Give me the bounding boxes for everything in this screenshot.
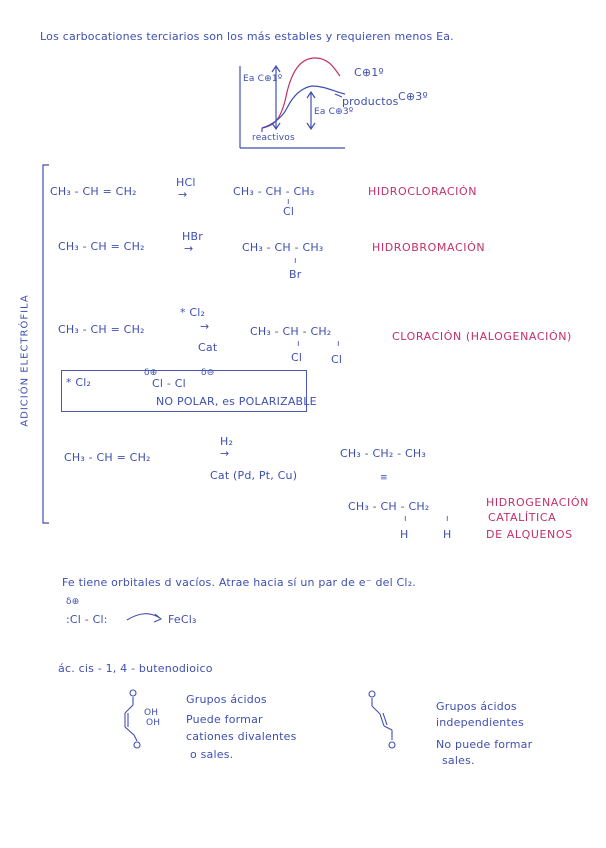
reaction-1-product: CH₃ - CH - CH₃ (233, 185, 315, 198)
fe-scheme-molecule: :Cl - Cl: (66, 613, 108, 626)
reaction-4-substituent-b: H (443, 528, 452, 541)
ea3-label: Ea C⊕3º (314, 107, 354, 117)
reaction-3-bond-a: ı (297, 339, 300, 349)
reaction-4-equiv: ≡ (380, 473, 388, 483)
fe-note: Fe tiene orbitales d vacíos. Atrae hacia sí un par de e⁻ del Cl₂. (62, 576, 416, 589)
fe-scheme-delta: δ⊕ (66, 597, 80, 607)
reaction-2-reagent: HBr (182, 230, 203, 243)
reaction-4-name-line-2: CATALÍTICA (488, 511, 557, 524)
reaction-1-bond: ı (287, 197, 290, 207)
reaction-1-arrow: → (178, 188, 188, 201)
reaction-2-name: HIDROBROMACIÓN (372, 241, 486, 254)
reaction-3-catalyst: Cat (198, 341, 218, 354)
reaction-4-bond-b: ı (446, 514, 449, 524)
reaction-4-substituent-a: H (400, 528, 409, 541)
cis-note-3: cationes divalentes (186, 730, 297, 743)
reaction-4-reactant: CH₃ - CH = CH₂ (64, 451, 151, 464)
c3-label: C⊕3º (398, 90, 428, 103)
reaction-1-substituent: Cl (283, 205, 295, 218)
reaction-1-reactant: CH₃ - CH = CH₂ (50, 185, 137, 198)
reaction-4-product-alt: CH₃ - CH - CH₂ (348, 500, 430, 513)
cis-note-2: Puede formar (186, 713, 263, 726)
reaction-2-bond: ı (294, 256, 297, 266)
side-label: ADICIÓN ELECTRÓFILA (19, 293, 31, 427)
reactivos-label: reactivos (252, 133, 295, 143)
productos-label: productos (342, 95, 399, 108)
cis-note-1: Grupos ácidos (186, 693, 267, 706)
trans-note-3: No puede formar (436, 738, 533, 751)
c1-label: C⊕1º (354, 66, 384, 79)
trans-note-4: sales. (442, 754, 475, 767)
cis-oh-1: OH (144, 708, 159, 718)
acid-title: ác. cis - 1, 4 - butenodioico (58, 662, 213, 675)
reaction-3-bond-b: ı (337, 339, 340, 349)
reaction-3-reagent: * Cl₂ (180, 306, 206, 319)
reaction-1-reagent: HCl (176, 176, 196, 189)
fe-scheme-reagent: FeCl₃ (168, 613, 197, 626)
reaction-4-product: CH₃ - CH₂ - CH₃ (340, 447, 427, 460)
cis-oh-2: OH (146, 718, 161, 728)
reaction-3-reactant: CH₃ - CH = CH₂ (58, 323, 145, 336)
reaction-2-arrow: → (184, 242, 194, 255)
reaction-4-catalyst: Cat (Pd, Pt, Cu) (210, 469, 298, 482)
note-box-delta-minus: δ⊖ (201, 368, 215, 378)
reaction-3-name: CLORACIÓN (HALOGENACIÓN) (392, 330, 572, 343)
reaction-2-product: CH₃ - CH - CH₃ (242, 241, 324, 254)
reaction-1-name: HIDROCLORACIÓN (368, 185, 478, 198)
note-box-delta-plus: δ⊕ (144, 368, 158, 378)
cis-note-4: o sales. (190, 748, 234, 761)
reaction-2-reactant: CH₃ - CH = CH₂ (58, 240, 145, 253)
reaction-4-name-line-1: HIDROGENACIÓN (486, 496, 589, 509)
reaction-2-substituent: Br (289, 268, 302, 281)
reaction-4-bond-a: ı (404, 514, 407, 524)
reaction-3-substituent-b: Cl (331, 353, 343, 366)
reaction-3-product: CH₃ - CH - CH₂ (250, 325, 332, 338)
reaction-4-arrow: → (220, 447, 230, 460)
note-box-text: NO POLAR, es POLARIZABLE (156, 395, 317, 408)
reaction-4-name-line-3: DE ALQUENOS (486, 528, 573, 541)
reaction-3-arrow: → (200, 320, 210, 333)
note-box-molecule: Cl - Cl (152, 377, 186, 390)
ea1-label: Ea C⊕1º (243, 74, 283, 84)
intro-text: Los carbocationes terciarios son los más estables y requieren menos Ea. (40, 30, 454, 43)
note-box-left: * Cl₂ (66, 376, 92, 389)
trans-note-2: independientes (436, 716, 524, 729)
trans-note-1: Grupos ácidos (436, 700, 517, 713)
reaction-3-substituent-a: Cl (291, 351, 303, 364)
reaction-4-reagent: H₂ (220, 435, 234, 448)
